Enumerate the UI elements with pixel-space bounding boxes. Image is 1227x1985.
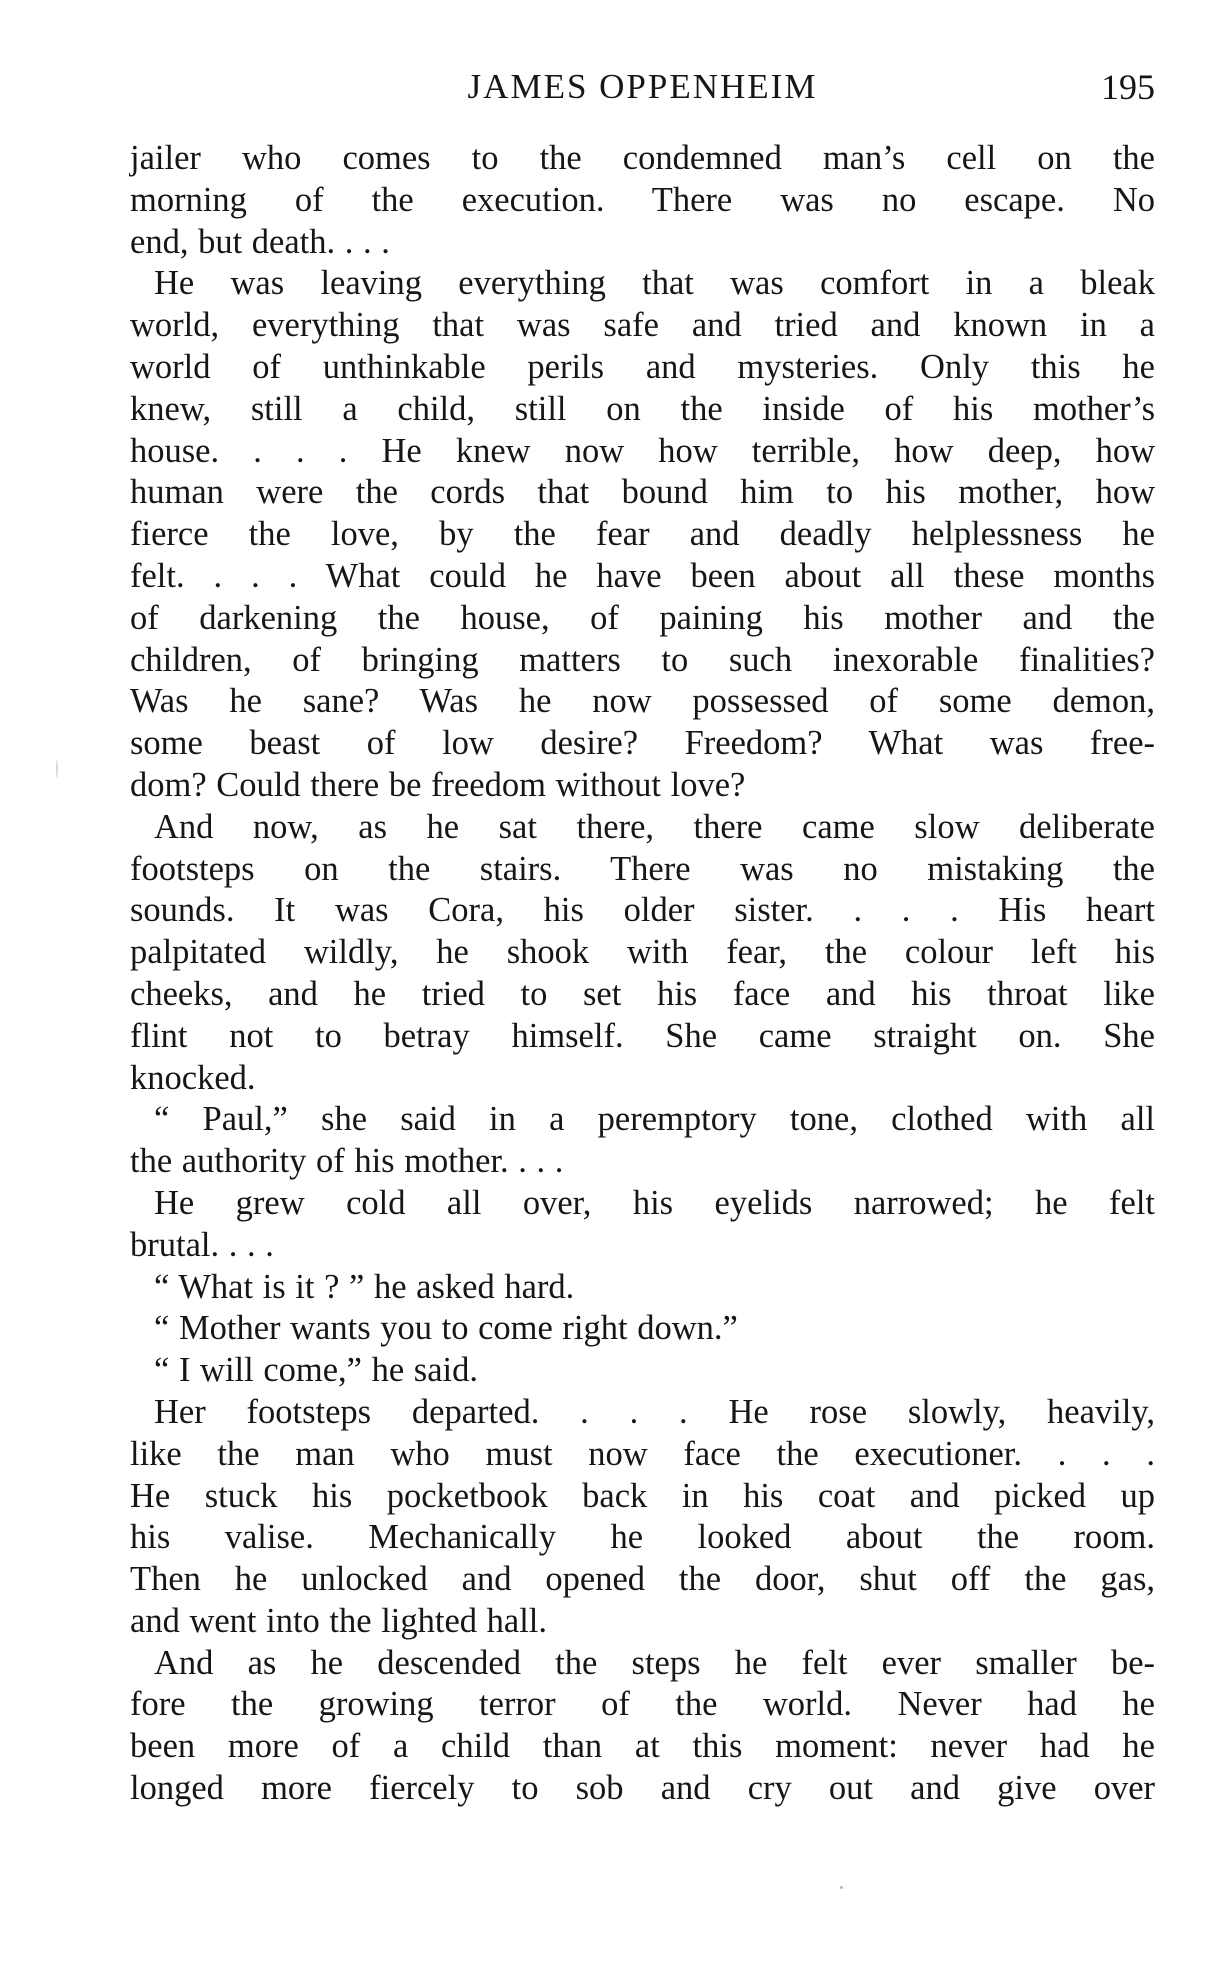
text-line: end, but death. . . . xyxy=(130,222,390,261)
text-line: And as he descended the steps he felt ever smaller be- xyxy=(154,1643,1155,1682)
text-line: “ What is it ? ” he asked hard. xyxy=(154,1267,575,1306)
text-line: world, everything that was safe and tried and known in a xyxy=(130,306,1155,345)
text-line: knocked. xyxy=(130,1058,256,1097)
paper-speck xyxy=(56,760,58,778)
running-head: JAMES OPPENHEIM xyxy=(467,67,818,106)
text-line: been more of a child than at this moment: never had he xyxy=(130,1727,1155,1766)
text-line: And now, as he sat there, there came slow deliberate xyxy=(154,807,1155,846)
page-number: 195 xyxy=(1101,67,1155,107)
text-line: morning of the execution. There was no escape. No xyxy=(130,180,1155,219)
text-line: human were the cords that bound him to his mother, how xyxy=(130,473,1155,512)
text-line: cheeks, and he tried to set his face and his throat like xyxy=(130,974,1155,1013)
text-line: longed more fiercely to sob and cry out and give over xyxy=(130,1769,1155,1808)
text-line: flint not to betray himself. She came straight on. She xyxy=(130,1016,1155,1055)
text-line: He stuck his pocketbook back in his coat and picked up xyxy=(130,1476,1155,1515)
text-line: the authority of his mother. . . . xyxy=(130,1142,564,1181)
text-line: dom? Could there be freedom without love? xyxy=(130,765,746,804)
text-line: He was leaving everything that was comfort in a bleak xyxy=(154,264,1155,303)
text-line: palpitated wildly, he shook with fear, the colour left his xyxy=(130,933,1155,972)
text-line: world of unthinkable perils and mysteries. Only this he xyxy=(130,347,1155,386)
text-line: his valise. Mechanically he looked about the room. xyxy=(130,1518,1155,1557)
page-header xyxy=(130,62,1155,112)
text-line: and went into the lighted hall. xyxy=(130,1601,547,1640)
body-text xyxy=(130,138,1155,1810)
paper-speck xyxy=(840,1886,843,1889)
text-line: He grew cold all over, his eyelids narrowed; he felt xyxy=(154,1183,1155,1222)
text-line: footsteps on the stairs. There was no mistaking the xyxy=(130,849,1155,888)
text-line: some beast of low desire? Freedom? What was free- xyxy=(130,724,1155,763)
text-line: house. . . . He knew now how terrible, how deep, how xyxy=(130,431,1155,470)
text-line: felt. . . . What could he have been about all these months xyxy=(130,556,1155,595)
text-line: “ Mother wants you to come right down.” xyxy=(154,1309,738,1348)
text-line: knew, still a child, still on the inside of his mother’s xyxy=(130,389,1155,428)
text-line: children, of bringing matters to such inexorable finalities? xyxy=(130,640,1155,679)
text-line: jailer who comes to the condemned man’s cell on the xyxy=(130,139,1155,177)
text-line: like the man who must now face the executioner. . . . xyxy=(130,1434,1155,1473)
text-line: Was he sane? Was he now possessed of some demon, xyxy=(130,682,1155,721)
text-line: Then he unlocked and opened the door, shut off the gas, xyxy=(130,1560,1155,1599)
text-line: “ I will come,” he said. xyxy=(154,1351,479,1390)
text-line: fore the growing terror of the world. Never had he xyxy=(130,1685,1155,1724)
text-line: fierce the love, by the fear and deadly helplessness he xyxy=(130,515,1155,554)
text-line: Her footsteps departed. . . . He rose slowly, heavily, xyxy=(154,1392,1155,1431)
text-line: of darkening the house, of paining his mother and the xyxy=(130,598,1155,637)
text-line: brutal. . . . xyxy=(130,1225,274,1264)
text-line: “ Paul,” she said in a peremptory tone, clothed with all xyxy=(154,1100,1155,1139)
text-line: sounds. It was Cora, his older sister. . . . His heart xyxy=(130,891,1155,930)
